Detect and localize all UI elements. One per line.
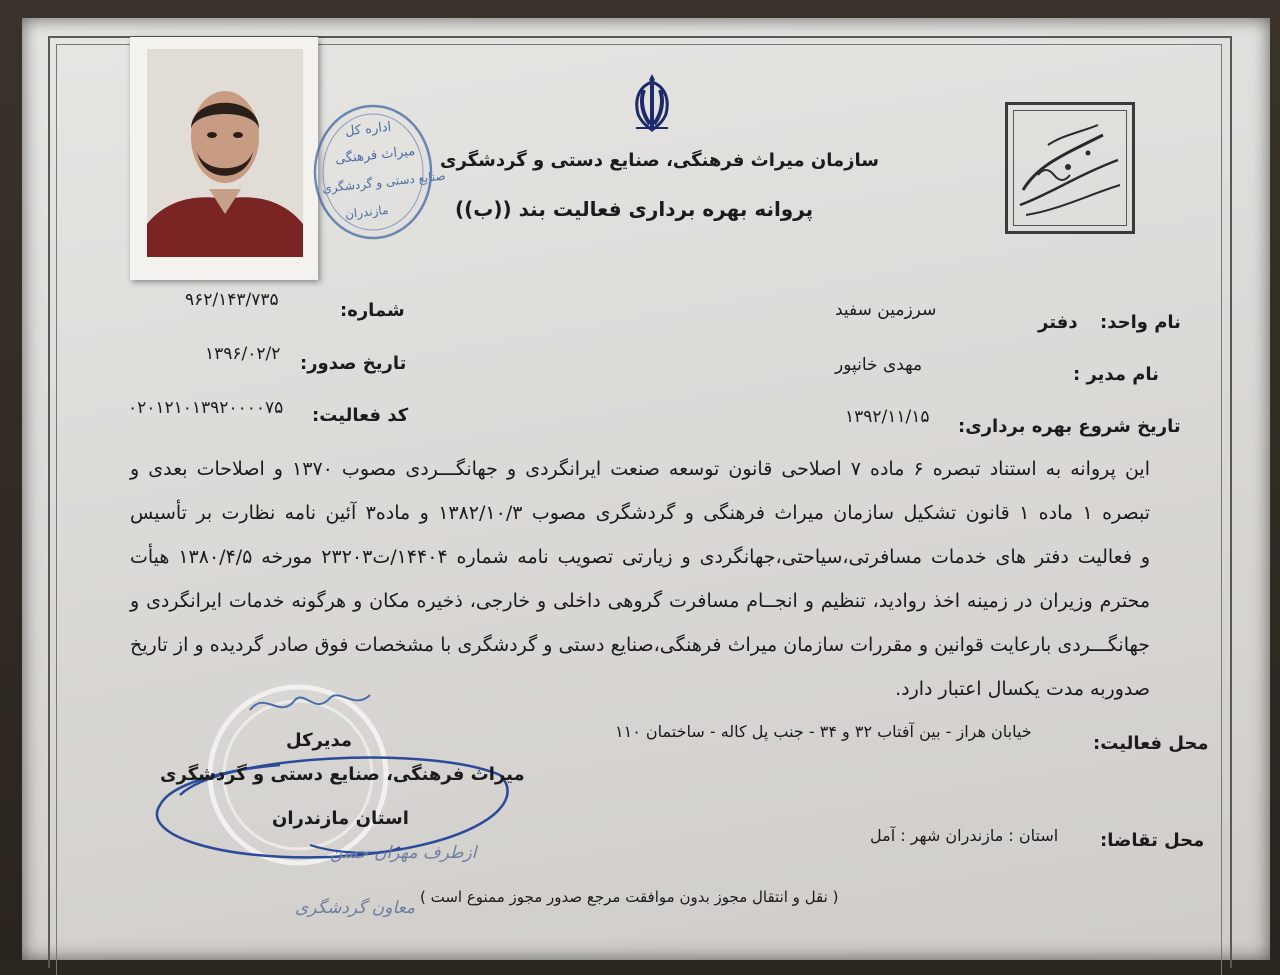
issue-date-label: تاریخ صدور: [300, 353, 407, 374]
activity-code-label: کد فعالیت: [312, 405, 409, 426]
body-line-3: و فعالیت دفتر های خدمات مسافرتی،سیاحتی،جهانگردی و زیارتی تصویب نامه شماره ۱۴۴۰۴/ت۲۳۲۰۳ مورخه ۱۳۸۰/۴/۵ هیأت [130, 546, 1151, 568]
request-place-value: استان : مازندران شهر : آمل [870, 826, 1059, 845]
request-place-label: محل تقاضا: [1100, 830, 1205, 851]
start-date-value: ۱۳۹۲/۱۱/۱۵ [845, 407, 930, 427]
body-line-4: محترم وزیران در زمینه اخذ روادید، تنظیم و انجــام مسافرت گروهی داخلی و خارجی، ذخیره مکان و هرگونه خدمات ایرانگردی و [130, 590, 1150, 612]
handwritten-role: معاون گردشگری [295, 898, 415, 918]
manager-value: مهدی خانپور [835, 355, 923, 375]
portrait-icon [147, 49, 303, 257]
unit-type-value: دفتر [1038, 312, 1078, 333]
issue-date-value: ۱۳۹۶/۰۲/۲ [205, 344, 281, 364]
signature-province: استان مازندران [272, 808, 409, 829]
activity-place-label: محل فعالیت: [1093, 733, 1209, 754]
number-value: ۹۶۲/۱۴۳/۷۳۵ [185, 290, 279, 310]
handwritten-scribble-icon [240, 680, 380, 730]
iran-emblem-icon [622, 68, 682, 132]
calligraphy-logo-icon [1008, 105, 1132, 231]
unit-name-value: سرزمین سفید [835, 300, 937, 320]
number-label: شماره: [340, 300, 405, 321]
body-line-1: این پروانه به استناد تبصره ۶ ماده ۷ اصلاحی قانون توسعه صنعت ایرانگردی و جهانگـــردی مصوب ۱۳۷۰ و اصلاحات بعدی و [130, 458, 1150, 480]
body-line-6: صدوربه مدت یکسال اعتبار دارد. [895, 678, 1150, 700]
ministry-logo-box [1005, 102, 1135, 234]
start-date-label: تاریخ شروع بهره برداری: [958, 416, 1181, 437]
body-line-2: تبصره ۱ ماده ۱ قانون تشکیل سازمان میراث فرهنگی و گردشگری مصوب ۱۳۸۲/۱۰/۳ و ماده۳ آئین نامه نظارت بر تأسیس [130, 502, 1151, 524]
unit-name-label: نام واحد: [1100, 312, 1181, 333]
organization-title: سازمان میراث فرهنگی، صنایع دستی و گردشگری [440, 150, 879, 171]
holder-photo [130, 37, 318, 280]
activity-place-value: خیابان هراز - بین آفتاب ۳۲ و ۳۴ - جنب پل کاله - ساختمان ۱۱۰ [615, 722, 1032, 741]
stamp-line-2: میراث فرهنگی [334, 143, 416, 168]
stamp-line-4: مازندران [344, 202, 390, 222]
activity-code-value: ۰۲۰۱۲۱۰۱۳۹۲۰۰۰۰۷۵ [128, 398, 284, 418]
signature-org: میراث فرهنگی، صنایع دستی و گردشگری [160, 764, 525, 785]
footer-note: ( نقل و انتقال مجوز بدون موافقت مرجع صدور مجوز ممنوع است ) [420, 888, 839, 906]
body-line-5: جهانگـــردی بارعایت قوانین و مقررات سازمان میراث فرهنگی،صنایع دستی و گردشگری با مشخصات فوق صادر گردیده و از تاریخ [130, 634, 1150, 656]
manager-label: نام مدیر : [1073, 364, 1159, 385]
license-title: پروانه بهره برداری فعالیت بند ((ب)) [455, 197, 814, 221]
stamp-line-3: صنایع دستی و گردشگری [321, 168, 447, 196]
signature-title: مدیرکل [286, 730, 353, 751]
stamp-line-1: اداره کل [344, 119, 392, 140]
handwritten-note: ازطرف مهران حسن [330, 843, 477, 863]
